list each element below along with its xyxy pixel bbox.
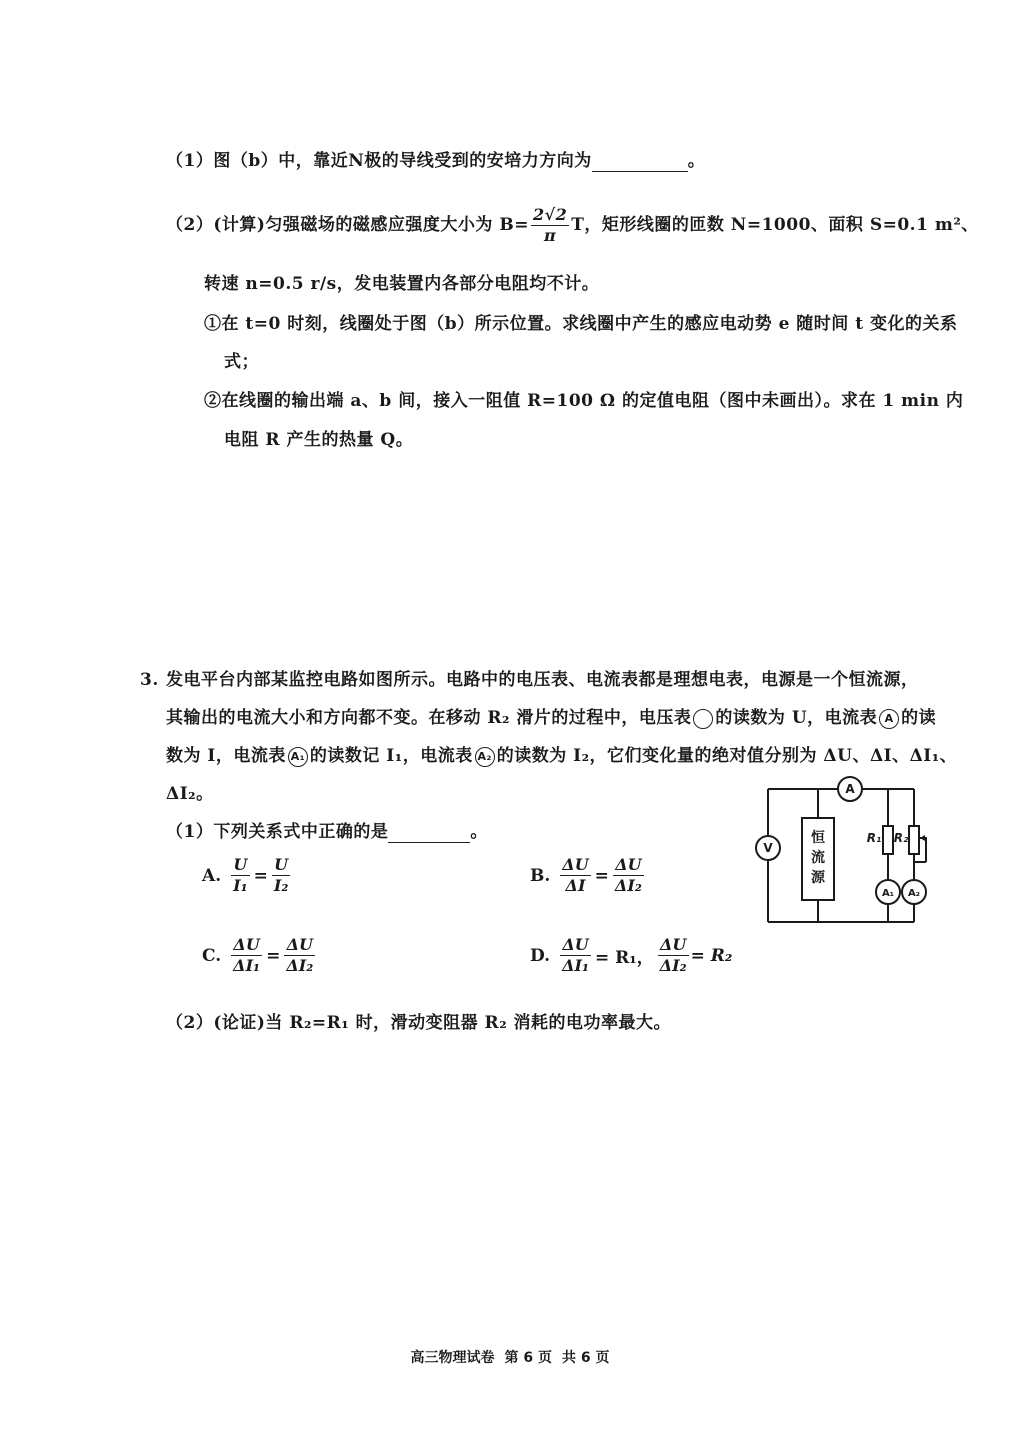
option-a[interactable]: [202, 855, 292, 896]
q2-part1-blank[interactable]: [592, 153, 688, 172]
option-a-frac2: [272, 855, 291, 896]
option-a-frac1-den: I₁: [233, 876, 248, 895]
resistor-r1: [883, 826, 893, 854]
option-c-frac2-num: ΔU: [284, 935, 315, 956]
ammeter1-symbol: A₁: [288, 747, 308, 767]
ammeter2-symbol: A₂: [475, 747, 495, 767]
option-a-frac1-num: U: [231, 855, 250, 876]
resistor-r2: [909, 826, 919, 854]
footer-page: 第 6 页: [504, 1350, 552, 1366]
option-c-frac1-den: ΔI₁: [233, 956, 261, 975]
rheostat-arrow-icon: [920, 835, 925, 841]
q3-line2-b: 的读数为 U，电流表: [715, 708, 878, 728]
option-d-frac2-num: ΔU: [658, 935, 689, 956]
b-fraction-den: π: [543, 226, 557, 245]
option-d-eq: = R₁，: [594, 948, 654, 968]
q2-sub1-line1: ①在 t=0 时刻，线圈处于图（b）所示位置。求线圈中产生的感应电动势 e 随时间 t 变化的关系: [204, 314, 958, 334]
option-c-frac1: [231, 935, 262, 976]
circuit-diagram: [750, 774, 950, 934]
q2-sub1-line2: 式；: [224, 352, 259, 372]
footer-total: 共 6 页: [562, 1350, 610, 1366]
option-d-frac2: [658, 935, 689, 976]
option-b-eq: =: [594, 865, 609, 886]
option-c-eq: =: [266, 945, 281, 966]
q3-line1-text: 发电平台内部某监控电路如图所示。电路中的电压表、电流表都是理想电表，电源是一个恒流源，: [166, 670, 919, 690]
r2-label: R₂: [893, 831, 909, 845]
option-b-frac1: [560, 855, 590, 896]
option-a-eq: =: [253, 865, 268, 886]
q2-sub2-line2: 电阻 R 产生的热量 Q。: [224, 430, 414, 450]
q3-part1-blank[interactable]: [388, 824, 470, 843]
q2-part1-end: 。: [687, 151, 706, 171]
q2-part2-prefix: （2）(计算)匀强磁场的磁感应强度大小为 B=: [166, 215, 529, 235]
q3-line2-a: 其输出的电流大小和方向都不变。在移动 R₂ 滑片的过程中，电压表: [166, 708, 692, 728]
q3-line3-a: 数为 I，电流表: [166, 746, 286, 766]
option-d-frac1-den: ΔI₁: [562, 956, 589, 975]
q3-line4: ΔI₂。: [166, 784, 214, 804]
option-c[interactable]: [202, 935, 317, 976]
q3-line3-b: 的读数记 I₁，电流表: [309, 746, 473, 766]
q3-line2-c: 的读: [901, 708, 937, 728]
q3-number: 3.: [140, 670, 159, 690]
q3-line3: [166, 745, 957, 767]
ammeter-a-label: A: [845, 782, 855, 796]
option-d-frac1: [560, 935, 591, 976]
option-b[interactable]: [530, 855, 646, 896]
b-fraction-num: 2√2: [532, 205, 568, 224]
q2-sub2-line1: ②在线圈的输出端 a、b 间，接入一阻值 R=100 Ω 的定值电阻（图中未画出）。求在 1 min 内: [204, 391, 964, 411]
option-b-frac2-den: ΔI₂: [614, 876, 642, 895]
q2-part2-suffix: T，矩形线圈的匝数 N=1000、面积 S=0.1 m²、: [571, 215, 979, 235]
q3-part1: [166, 821, 488, 843]
q3-line1: [140, 669, 919, 691]
q2-part2-line2: 转速 n=0.5 r/s，发电装置内各部分电阻均不计。: [204, 274, 600, 294]
option-a-frac2-num: U: [272, 855, 291, 876]
option-d-letter: D.: [530, 945, 551, 966]
option-c-frac2: [284, 935, 315, 976]
q3-part2: （2）(论证)当 R₂=R₁ 时，滑动变阻器 R₂ 消耗的电功率最大。: [166, 1013, 672, 1033]
r1-label: R₁: [866, 831, 882, 845]
option-b-frac2-num: ΔU: [613, 855, 644, 876]
rheostat-slider: [920, 838, 926, 862]
option-d[interactable]: [530, 935, 732, 976]
option-c-frac2-den: ΔI₂: [286, 956, 314, 975]
option-a-frac1: [231, 855, 250, 896]
ammeter-a1-label: A₁: [881, 888, 895, 899]
q2-part1-text: （1）图（b）中，靠近N极的导线受到的安培力方向为: [166, 151, 592, 171]
ammeter-symbol: A: [879, 709, 899, 729]
q3-line2: [166, 707, 936, 729]
q3-part1-text: （1）下列关系式中正确的是: [166, 822, 389, 842]
option-d-frac2-den: ΔI₂: [659, 956, 687, 975]
option-a-frac2-den: I₂: [273, 876, 289, 895]
q3-part1-end: 。: [470, 822, 488, 842]
q2-part2-line1: [166, 205, 979, 246]
option-b-letter: B.: [530, 865, 551, 886]
voltmeter-label: V: [763, 841, 773, 855]
q2-part1: [166, 150, 705, 172]
footer-title: 高三物理试卷: [410, 1350, 495, 1366]
option-b-frac1-num: ΔU: [562, 855, 589, 874]
q3-line3-c: 的读数为 I₂，它们变化量的绝对值分别为 ΔU、ΔI、ΔI₁、: [496, 746, 958, 766]
option-b-frac2: [613, 855, 644, 896]
option-c-frac1-num: ΔU: [231, 935, 262, 956]
option-d-frac1-num: ΔU: [560, 935, 591, 956]
option-b-frac1-den: ΔI: [565, 876, 586, 895]
source-char-2: 流: [811, 850, 825, 866]
source-char-3: 源: [811, 870, 825, 886]
option-d-tail: = R₂: [690, 945, 733, 966]
option-a-letter: A.: [202, 865, 222, 886]
ammeter-a2-label: A₂: [907, 888, 921, 899]
source-char-1: 恒: [811, 830, 825, 846]
option-c-letter: C.: [202, 945, 222, 966]
page-footer: [0, 1347, 1020, 1367]
b-fraction: [531, 205, 569, 246]
voltmeter-symbol: [693, 709, 713, 729]
